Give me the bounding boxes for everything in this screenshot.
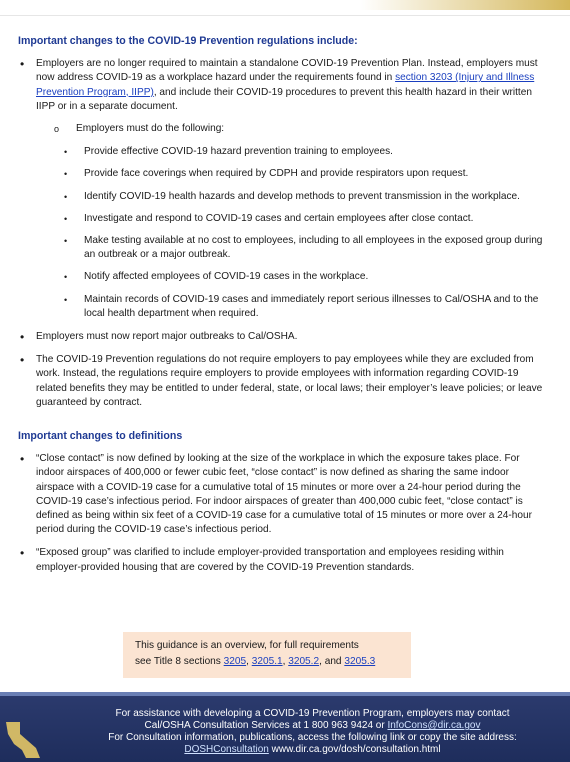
section-3205-link[interactable]: 3205 (223, 656, 247, 667)
list-item: • “Close contact” is now defined by looking at the size of the workplace in which the exposure takes place. For indoor airspaces of 400,000 or fewer cubic feet, “close contact” is now defined as sharing the same indoor airspace with a COVID-19 case for a cumulative total of 15 minutes or more over a 24-hour period during the COVID-19 case’s infectious period. For indoor airspaces of greater than 400,000 cubic feet, “close contact” is defined as being within six feet of a COVID-19 case for a cumulative total of 15 minutes or more over a 24-hour period during the COVID-19 case’s infectious period. (18, 452, 548, 537)
section-3205-1-link[interactable]: 3205.1 (251, 656, 283, 667)
header-accent (360, 0, 570, 10)
list-item: • Maintain records of COVID-19 cases and immediately report serious illnesses to Cal/OSHA and to the local health department when required. (40, 293, 548, 321)
list-item: • Identify COVID-19 health hazards and develop methods to prevent transmission in the workplace. (40, 190, 548, 204)
sub-list (40, 122, 548, 321)
california-state-icon (4, 720, 50, 760)
section-3203-link[interactable]: section 3203 (Injury and Illness Prevention Program, IIPP) (36, 72, 535, 98)
requirements-list (40, 145, 548, 321)
prevention-list (18, 57, 548, 410)
consultation-link[interactable]: DOSHConsultation (184, 744, 269, 755)
list-item: • “Exposed group” was clarified to include employer-provided transportation and employees residing within employer-provided housing that are covered by the COVID-19 Prevention standards. (18, 546, 548, 574)
page-header-band (0, 0, 570, 20)
list-item: • Notify affected employees of COVID-19 cases in the workplace. (40, 270, 548, 284)
footer-divider (0, 692, 570, 696)
section-3205-3-link[interactable]: 3205.3 (344, 656, 376, 667)
footer-contact-text: For assistance with developing a COVID-19 Prevention Program, employers may contact Cal/OSHA Consultation Services at 1 800 963 9424 or InfoCons@dir.ca.gov For Consultation information, publications, access the following link or copy the site address: DOSHConsultation www.dir.ca.gov/dosh/consultation.html (108, 708, 517, 755)
guidance-note-box (123, 632, 411, 678)
footer-band (0, 692, 570, 762)
list-item: • Make testing available at no cost to employees, including to all employees in the exposed group during an outbreak or a major outbreak. (40, 234, 548, 262)
list-item: • Provide face coverings when required by CDPH and provide respirators upon request. (40, 167, 548, 181)
list-item: • Employers are no longer required to maintain a standalone COVID-19 Prevention Plan. Instead, employers must now address COVID-19 as a workplace hazard under the requirements found in section 3203 (Injury and Illness Prevention Program, IIPP), and include their COVID-19 procedures to prevent this health hazard in their written IIPP or in a separate document. o Employers must do the following: • Provide effective COVID-19 hazard prevention training to employees. • Provide face coverings when required by CDPH and provide respirators upon request. • Identify COVID-19 health hazards and develop methods to prevent transmission in the workplace. • Investigate and respond to COVID-19 cases and certain employees after close contact. • Make testing available at no cost to employees, including to all employees in the exposed group during an outbreak or a major outbreak. • Notify affected employees of COVID-19 cases in the workplace. • Maintain records of COVID-19 cases and immediately report serious illnesses to Cal/OSHA and to the local health department when required. (18, 57, 548, 321)
list-item: • Investigate and respond to COVID-19 cases and certain employees after close contact. (40, 212, 548, 226)
list-item: • Employers must now report major outbreaks to Cal/OSHA. (18, 330, 548, 344)
sub-list-label: o Employers must do the following: (40, 122, 548, 136)
prevention-heading: Important changes to the COVID-19 Prevention regulations include: (18, 35, 358, 47)
document-body (18, 34, 548, 584)
section-3205-2-link[interactable]: 3205.2 (288, 656, 320, 667)
email-link[interactable]: InfoCons@dir.ca.gov (387, 720, 481, 731)
definitions-list (18, 452, 548, 575)
note-line-2: see Title 8 sections 3205, 3205.1, 3205.2, and 3205.3 (135, 656, 376, 667)
list-item: • The COVID-19 Prevention regulations do not require employers to pay employees while they are excluded from work. Instead, the regulations require employers to provide employees with information regarding COVID-19 related benefits they may be entitled to under federal, state, or local laws; their employer’s leave policies; or leave guaranteed by contract. (18, 353, 548, 410)
definitions-heading: Important changes to definitions (18, 430, 183, 443)
list-item: • Provide effective COVID-19 hazard prevention training to employees. (40, 145, 548, 159)
note-line-1: This guidance is an overview, for full requirements (135, 640, 359, 651)
header-divider (0, 15, 570, 16)
